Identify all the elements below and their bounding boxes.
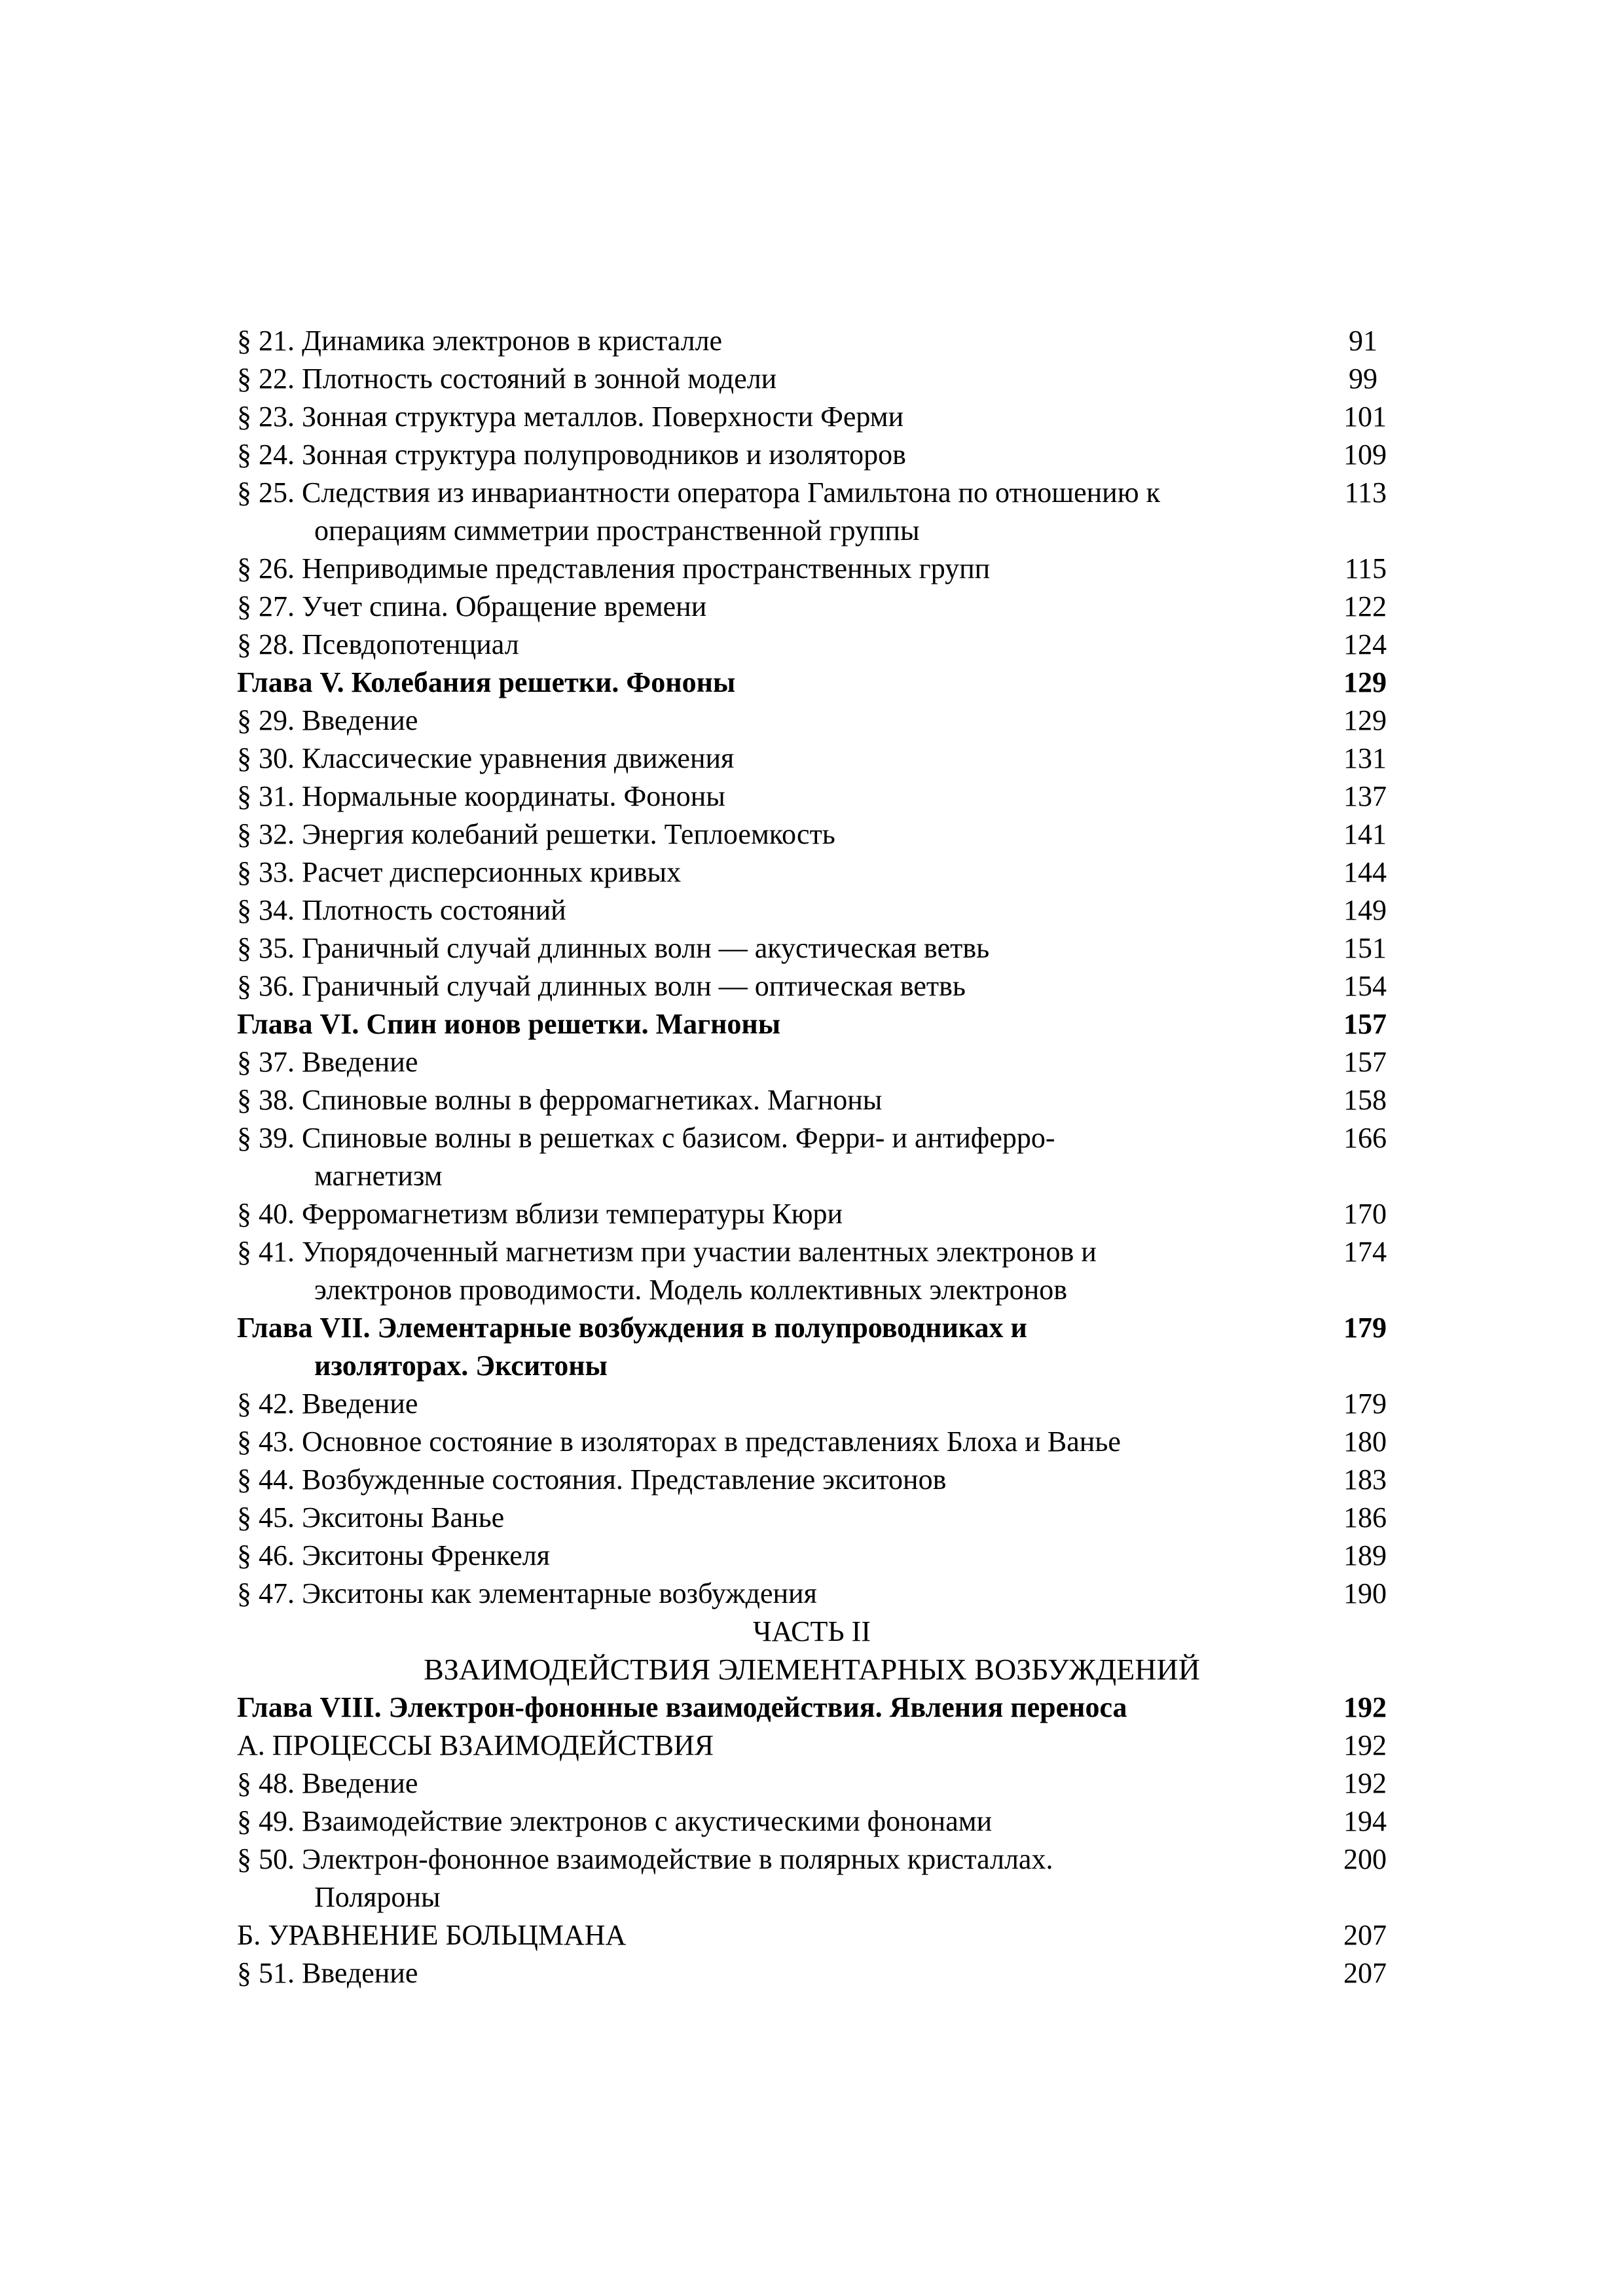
toc-entry-page: 115 [1344,552,1387,584]
toc-entry-34 [237,891,1387,929]
toc-entry-title: § 30. Классические уравнения движения [237,742,735,774]
toc-entry-title: § 24. Зонная структура полупроводников и изоляторов [237,439,906,471]
section-page: 192 [1343,1729,1387,1761]
toc-entry-page: 101 [1343,401,1387,433]
toc-entry-title-continuation: электронов проводимости. Модель коллективных электронов [314,1274,1068,1306]
toc-entry-51 [237,1954,1387,1992]
chapter-page: 192 [1343,1691,1387,1723]
toc-entry-40 [237,1195,1387,1233]
toc-entry-title: § 41. Упорядоченный магнетизм при участии валентных электронов и [237,1236,1097,1268]
toc-entry-35 [237,929,1387,967]
toc-entry-page: 179 [1343,1388,1387,1420]
toc-entry-title: § 44. Возбужденные состояния. Представление экситонов [237,1463,947,1496]
toc-entry-title: § 49. Взаимодействие электронов с акустическими фононами [237,1805,993,1837]
toc-section-a [237,1727,1387,1765]
toc-entry-42 [237,1385,1387,1423]
toc-entry-page: 192 [1343,1767,1387,1799]
toc-entry-31 [237,778,1387,816]
toc-entry-46 [237,1537,1387,1575]
toc-entry-title: § 22. Плотность состояний в зонной модели [237,363,777,395]
toc-entry-36 [237,967,1387,1005]
toc-entry-26 [237,550,1387,588]
toc-entry-28 [237,626,1387,664]
toc-entry-title: § 32. Энергия колебаний решетки. Теплоемкость [237,818,835,850]
toc-entry-page: 129 [1343,704,1387,736]
toc-entry-page: 183 [1343,1463,1387,1496]
toc-entry-29 [237,702,1387,740]
toc-entry-page: 91 [1349,325,1377,357]
toc-entry-25 [237,474,1387,550]
toc-entry-page: 190 [1343,1577,1387,1609]
toc-entry-page: 158 [1343,1084,1387,1116]
chapter-title: Глава VIII. Электрон-фононные взаимодействия. Явления переноса [237,1691,1127,1723]
toc-entry-page: 180 [1343,1426,1387,1458]
toc-entry-title-continuation: Поляроны [314,1881,441,1913]
toc-entry-title: § 25. Следствия из инвариантности оператора Гамильтона по отношению к [237,476,1160,509]
toc-entry-page: 157 [1343,1046,1387,1078]
toc-entry-page: 189 [1343,1539,1387,1571]
toc-entry-page: 154 [1343,970,1387,1002]
toc-entry-title: § 46. Экситоны Френкеля [237,1539,551,1571]
toc-entry-title: § 38. Спиновые волны в ферромагнетиках. Магноны [237,1084,883,1116]
toc-entry-39 [237,1119,1387,1195]
chapter-title: Глава VII. Элементарные возбуждения в полупроводниках и [237,1312,1027,1344]
toc-entry-title: § 42. Введение [237,1388,418,1420]
table-of-contents [237,322,1387,1992]
toc-entry-title-continuation: магнетизм [314,1160,443,1192]
toc-entry-page: 141 [1343,818,1387,850]
toc-entry-title: § 40. Ферромагнетизм вблизи температуры Кюри [237,1198,843,1230]
toc-entry-page: 122 [1343,590,1387,622]
toc-entry-title: § 39. Спиновые волны в решетках с базисом. Ферри- и антиферро- [237,1122,1055,1154]
toc-entry-page: 166 [1343,1122,1387,1154]
toc-entry-45 [237,1499,1387,1537]
toc-entry-page: 207 [1343,1957,1387,1989]
toc-entry-page: 109 [1343,439,1387,471]
toc-entry-title-continuation: операциям симметрии пространственной группы [314,514,920,547]
toc-entry-title: § 29. Введение [237,704,418,736]
toc-entry-title: § 27. Учет спина. Обращение времени [237,590,707,622]
chapter-page: 179 [1343,1312,1387,1344]
toc-chapter-8 [237,1689,1387,1727]
toc-entry-50 [237,1840,1387,1916]
chapter-title: Глава VI. Спин ионов решетки. Магноны [237,1008,781,1040]
toc-entry-page: 170 [1343,1198,1387,1230]
toc-entry-title: § 37. Введение [237,1046,418,1078]
toc-entry-title: § 48. Введение [237,1767,418,1799]
toc-entry-title: § 23. Зонная структура металлов. Поверхности Ферми [237,401,904,433]
toc-entry-page: 137 [1343,780,1387,812]
toc-chapter-6 [237,1005,1387,1043]
section-page: 207 [1343,1919,1387,1951]
chapter-title: Глава V. Колебания решетки. Фононы [237,666,736,698]
toc-entry-23 [237,398,1387,436]
toc-entry-title: § 28. Псевдопотенциал [237,628,519,660]
toc-entry-page: 174 [1343,1236,1387,1268]
toc-entry-page: 144 [1343,856,1387,888]
toc-entry-title: § 35. Граничный случай длинных волн — акустическая ветвь [237,932,990,964]
toc-entry-43 [237,1423,1387,1461]
toc-entry-21 [237,322,1387,360]
toc-entry-49 [237,1803,1387,1840]
toc-entry-title: § 21. Динамика электронов в кристалле [237,325,723,357]
toc-entry-title: § 47. Экситоны как элементарные возбуждения [237,1577,817,1609]
chapter-page: 157 [1343,1008,1387,1040]
toc-entry-title: § 33. Расчет дисперсионных кривых [237,856,682,888]
chapter-page: 129 [1343,666,1387,698]
toc-entry-title: § 45. Экситоны Ванье [237,1501,505,1534]
toc-entry-title: § 31. Нормальные координаты. Фононы [237,780,725,812]
toc-entry-page: 200 [1343,1843,1387,1875]
toc-entry-page: 186 [1343,1501,1387,1534]
toc-entry-page: 124 [1343,628,1387,660]
toc-entry-47 [237,1575,1387,1613]
chapter-title-continuation: изоляторах. Экситоны [314,1350,608,1382]
toc-entry-page: 194 [1343,1805,1387,1837]
toc-entry-title: § 34. Плотность состояний [237,894,566,926]
toc-entry-41 [237,1233,1387,1309]
toc-entry-48 [237,1765,1387,1803]
toc-entry-title: § 36. Граничный случай длинных волн — оптическая ветвь [237,970,966,1002]
toc-chapter-7 [237,1309,1387,1385]
toc-entry-title: § 26. Неприводимые представления пространственных групп [237,552,991,584]
toc-entry-32 [237,816,1387,853]
toc-entry-30 [237,740,1387,778]
toc-section-b [237,1916,1387,1954]
toc-entry-44 [237,1461,1387,1499]
part-title: ВЗАИМОДЕЙСТВИЯ ЭЛЕМЕНТАРНЫХ ВОЗБУЖДЕНИЙ [424,1653,1200,1686]
toc-entry-title: § 51. Введение [237,1957,418,1989]
toc-entry-22 [237,360,1387,398]
section-title: А. ПРОЦЕССЫ ВЗАИМОДЕЙСТВИЯ [237,1729,714,1761]
part-label: ЧАСТЬ II [753,1615,871,1647]
toc-entry-page: 149 [1343,894,1387,926]
toc-entry-38 [237,1081,1387,1119]
toc-chapter-5 [237,664,1387,702]
toc-entry-24 [237,436,1387,474]
toc-entry-33 [237,853,1387,891]
toc-entry-page: 131 [1343,742,1387,774]
toc-entry-page: 99 [1349,363,1377,395]
toc-entry-title: § 43. Основное состояние в изоляторах в представлениях Блоха и Ванье [237,1426,1121,1458]
toc-entry-27 [237,588,1387,626]
toc-entry-page: 151 [1343,932,1387,964]
toc-entry-title: § 50. Электрон-фононное взаимодействие в полярных кристаллах. [237,1843,1053,1875]
toc-entry-37 [237,1043,1387,1081]
toc-entry-page: 113 [1344,476,1387,509]
section-title: Б. УРАВНЕНИЕ БОЛЬЦМАНА [237,1919,627,1951]
